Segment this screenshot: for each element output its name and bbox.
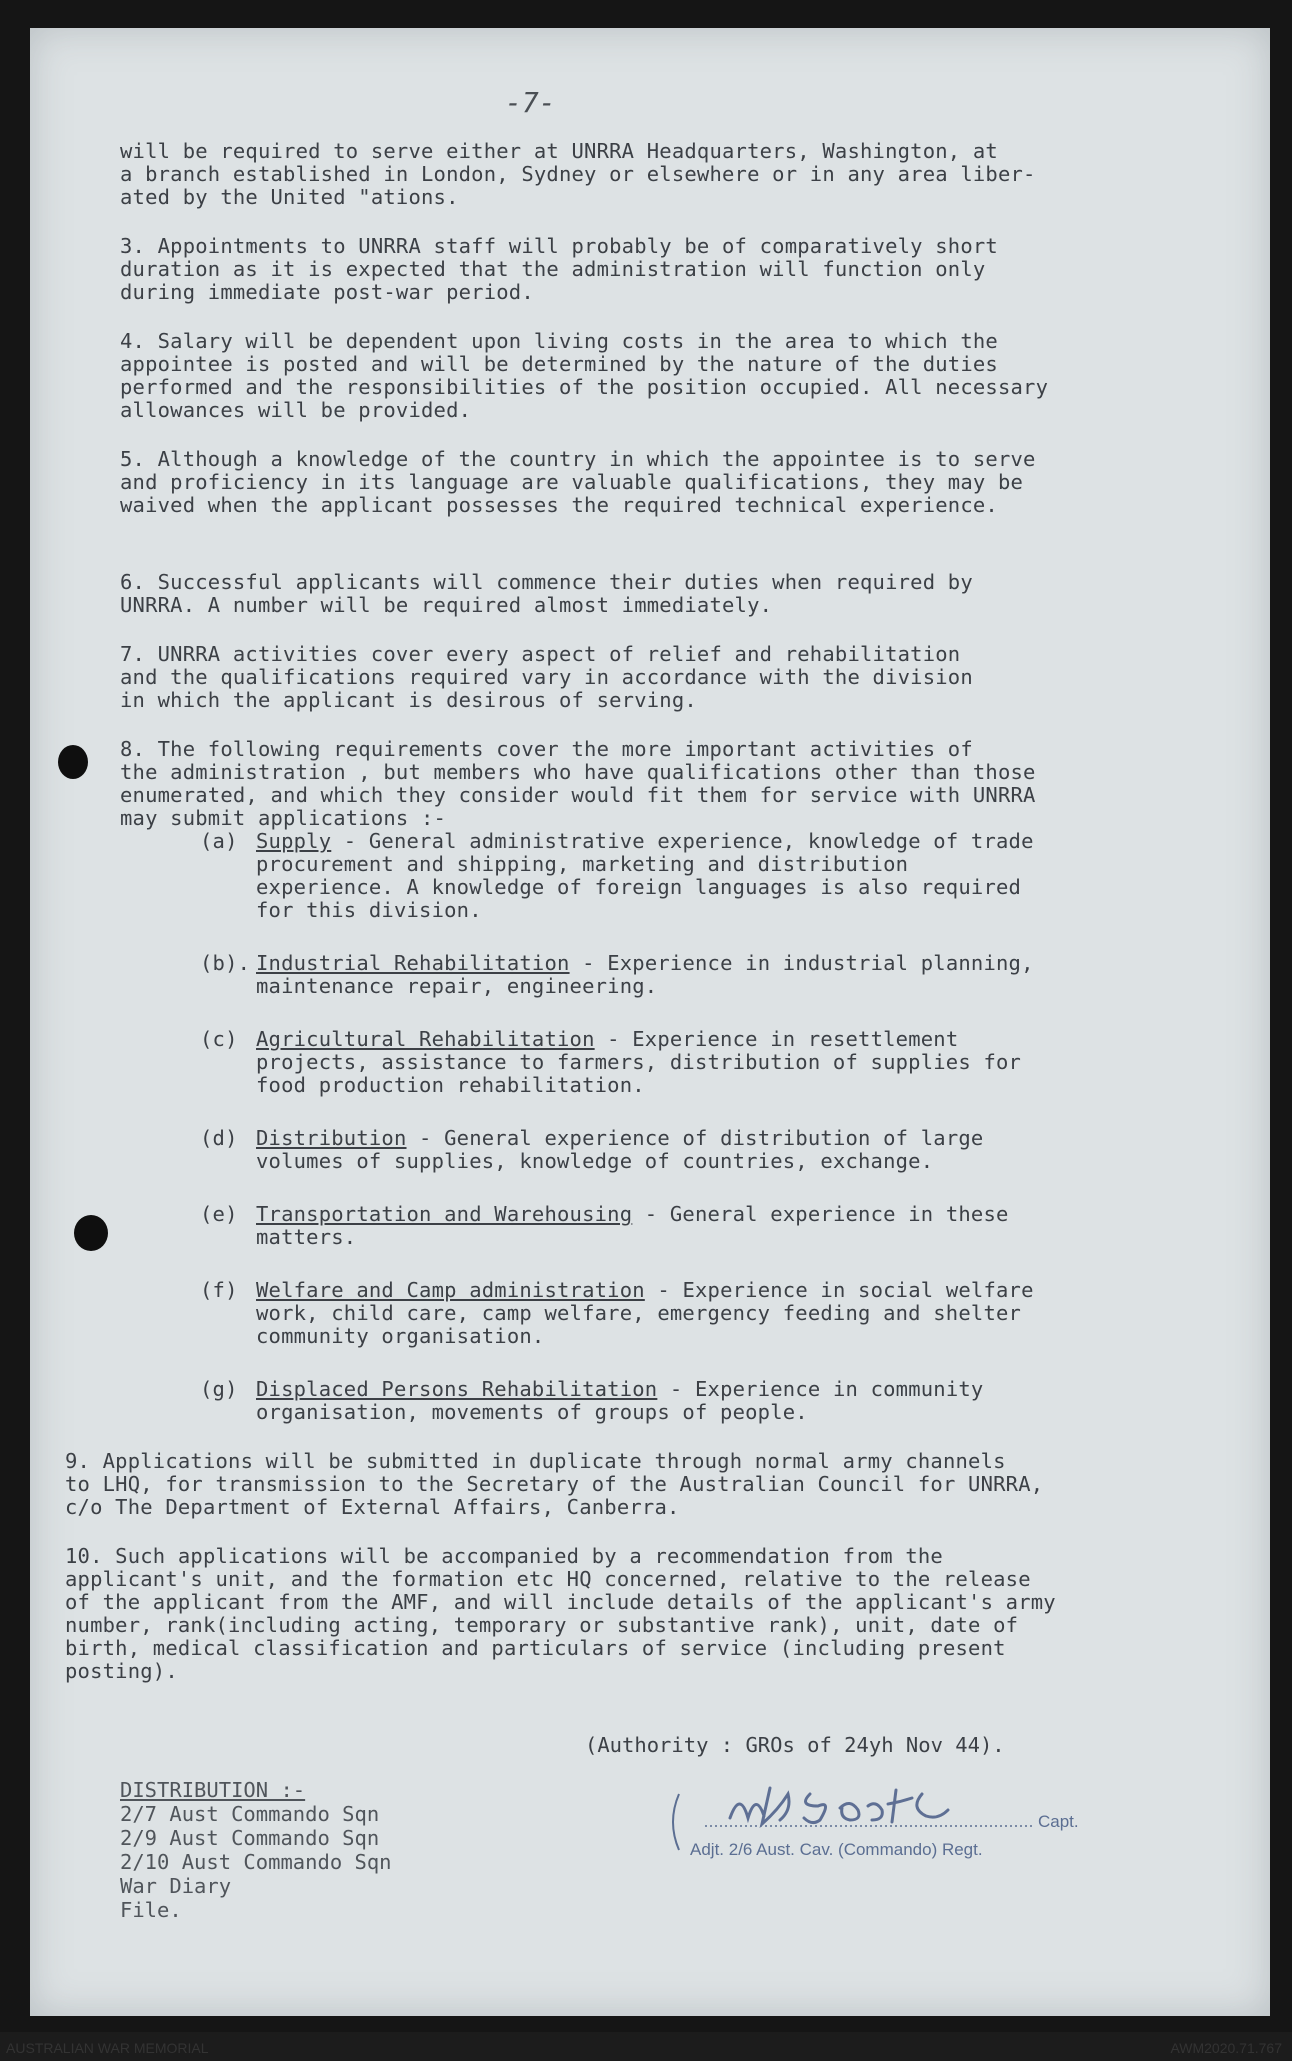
footer-archive-name: AUSTRALIAN WAR MEMORIAL [6, 2040, 209, 2056]
requirement-industrial-rehabilitation [200, 952, 1210, 998]
footer-accession-number: AWM2020.71.767 [1170, 2040, 1282, 2056]
stamp-appointment: Adjt. 2/6 Aust. Cav. (Commando) Regt. [690, 1840, 983, 1859]
paragraph-6: 6. Successful applicants will commence their duties when required by UNRRA. A number will be required almost immediately. [120, 570, 973, 617]
requirement-marker: (b). [200, 951, 251, 975]
requirement-distribution [200, 1127, 1210, 1173]
requirement-agricultural-rehabilitation [200, 1028, 1210, 1097]
requirement-heading: Supply [256, 829, 332, 853]
requirement-marker: (f) [200, 1278, 238, 1302]
paragraph-8: 8. The following requirements cover the more important activities of the administration , but members who have qualifications other than those enumerated, and which they consider would fit them for service with UNRRA may submit applications :- [120, 737, 1036, 830]
requirement-supply [200, 830, 1210, 922]
requirement-displaced-persons [200, 1378, 1210, 1424]
requirement-marker: (a) [200, 829, 238, 853]
requirement-text: - General administrative experience, knowledge of trade procurement and shipping, marketing and distribution experience. A knowledge of foreign languages is also required for this division. [256, 829, 1034, 922]
stamp-rank: Capt. [1038, 1812, 1079, 1831]
requirement-heading: Welfare and Camp administration [256, 1278, 645, 1302]
requirement-text: - Experience in industrial planning, maintenance repair, engineering. [256, 951, 1034, 998]
requirement-marker: (e) [200, 1202, 238, 1226]
distribution-item: 2/7 Aust Commando Sqn [120, 1802, 380, 1826]
requirement-text: - Experience in resettlement projects, assistance to farmers, distribution of supplies for food production rehabilitation. [256, 1027, 1022, 1097]
distribution-item: 2/10 Aust Commando Sqn [120, 1850, 392, 1874]
requirement-text: - General experience of distribution of large volumes of supplies, knowledge of countries, exchange. [256, 1126, 984, 1173]
distribution-list [120, 1778, 392, 1922]
paragraph-5: 5. Although a knowledge of the country in which the appointee is to serve and proficiency in its language are valuable qualifications, they may be waived when the applicant possesses the required technical experience. [120, 447, 1036, 517]
punch-hole-lower [74, 1215, 108, 1251]
requirement-marker: (d) [200, 1126, 238, 1150]
requirement-heading: Distribution [256, 1126, 407, 1150]
requirement-transportation [200, 1203, 1210, 1249]
document-body [65, 139, 1210, 1683]
paragraph-9: 9. Applications will be submitted in duplicate through normal army channels to LHQ, for transmission to the Secretary of the Australian Council for UNRRA, c/o The Department of External Affairs, Canberra. [65, 1449, 1044, 1519]
requirement-heading: Displaced Persons Rehabilitation [256, 1377, 658, 1401]
paragraph-4: 4. Salary will be dependent upon living costs in the area to which the appointee is posted and will be determined by the nature of the duties performed and the responsibilities of the position occupied. All necessary allowances will be provided. [120, 329, 1049, 422]
stamp-bracket [665, 1792, 683, 1852]
requirement-marker: (c) [200, 1027, 238, 1051]
paragraph-10: 10. Such applications will be accompanied by a recommendation from the applicant's unit, and the formation etc HQ concerned, relative to the release of the applicant from the AMF, and will include details of the applicant's army number, rank(including acting, temporary or substantive rank), unit, date of birth, medical classification and particulars of service (including present posting). [65, 1544, 1056, 1683]
distribution-heading: DISTRIBUTION :- [120, 1778, 306, 1802]
requirement-heading: Transportation and Warehousing [256, 1202, 633, 1226]
paragraph-7: 7. UNRRA activities cover every aspect of relief and rehabilitation and the qualifications required vary in accordance with the division in which the applicant is desirous of serving. [120, 642, 973, 712]
distribution-item: File. [120, 1898, 182, 1922]
requirement-marker: (g) [200, 1377, 238, 1401]
requirement-heading: Industrial Rehabilitation [256, 951, 570, 975]
punch-hole-upper [58, 745, 88, 779]
paragraph-3: 3. Appointments to UNRRA staff will probably be of comparatively short duration as it is expected that the administration will function only during immediate post-war period. [120, 234, 998, 304]
handwritten-signature [700, 1780, 1090, 1832]
paragraph-2-continued: will be required to serve either at UNRRA Headquarters, Washington, at a branch established in London, Sydney or elsewhere or in any area liber- ated by the United "ations. [120, 139, 1036, 209]
requirement-text: - Experience in social welfare work, child care, camp welfare, emergency feeding and shelter community organisation. [256, 1278, 1034, 1348]
requirement-welfare [200, 1279, 1210, 1348]
requirement-text: - General experience in these matters. [256, 1202, 1009, 1249]
requirement-heading: Agricultural Rehabilitation [256, 1027, 595, 1051]
page-number: -7- [505, 86, 556, 119]
distribution-item: 2/9 Aust Commando Sqn [120, 1826, 380, 1850]
requirement-text: - Experience in community organisation, movements of groups of people. [256, 1377, 984, 1424]
authority-line: (Authority : GROs of 24yh Nov 44). [585, 1733, 1005, 1757]
distribution-item: War Diary [120, 1874, 232, 1898]
